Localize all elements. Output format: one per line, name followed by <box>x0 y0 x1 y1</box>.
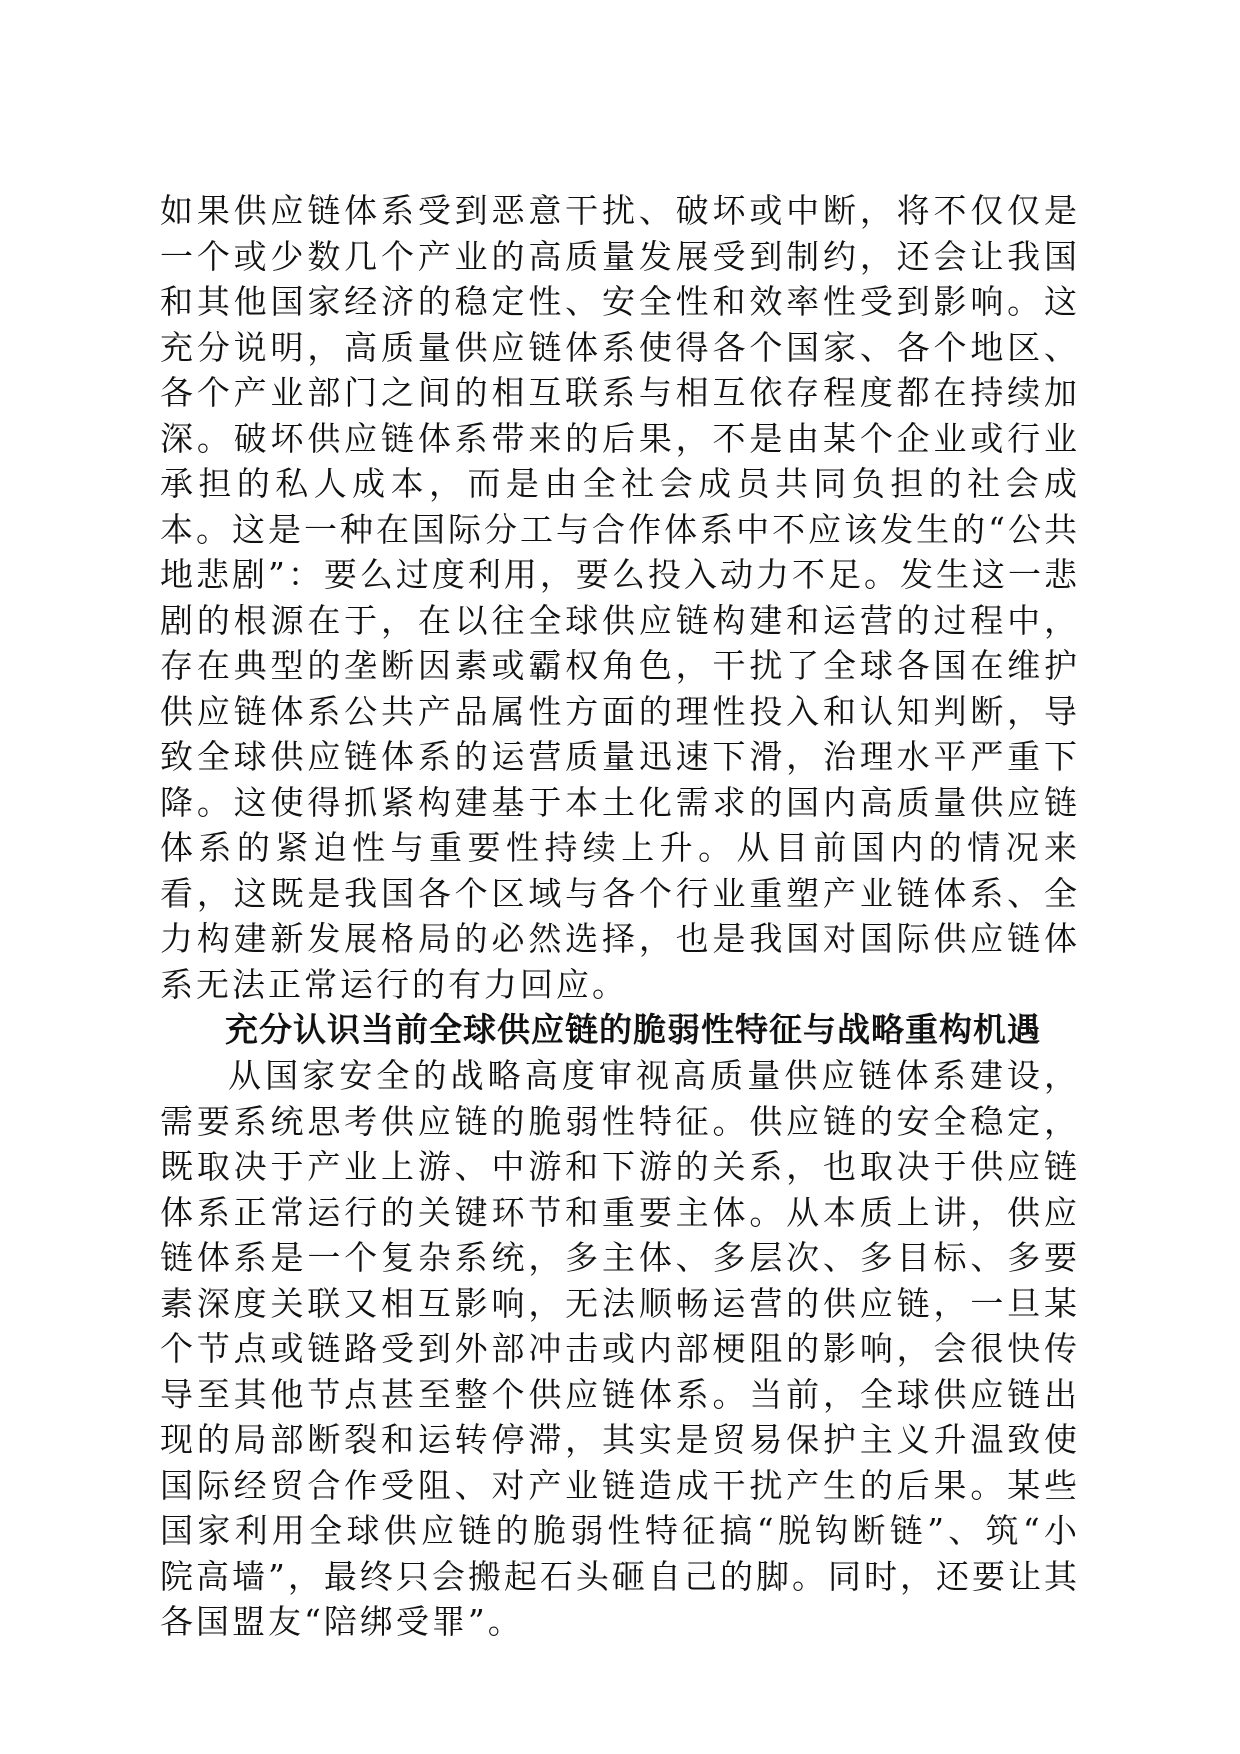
body-paragraph: 从国家安全的战略高度审视高质量供应链体系建设，需要系统思考供应链的脆弱性特征。供应链的安全稳定，既取决于产业上游、中游和下游的关系，也取决于供应链体系正常运行的关键环节和重要主体。从本质上讲，供应链体系是一个复杂系统，多主体、多层次、多目标、多要素深度关联又相互影响，无法顺畅运营的供应链，一旦某个节点或链路受到外部冲击或内部梗阻的影响，会很快传导至其他节点甚至整个供应链体系。当前，全球供应链出现的局部断裂和运转停滞，其实是贸易保护主义升温致使国际经贸合作受阻、对产业链造成干扰产生的后果。某些国家利用全球供应链的脆弱性特征搞“脱钩断链”、筑“小院高墙”，最终只会搬起石头砸自己的脚。同时，还要让其各国盟友“陪绑受罪”。 <box>160 1056 1080 1641</box>
document-page <box>160 188 1080 1645</box>
body-paragraph-continuation: 如果供应链体系受到恶意干扰、破坏或中断，将不仅仅是一个或少数几个产业的高质量发展受到制约，还会让我国和其他国家经济的稳定性、安全性和效率性受到影响。这充分说明，高质量供应链体系使得各个国家、各个地区、各个产业部门之间的相互联系与相互依存程度都在持续加深。破坏供应链体系带来的后果，不是由某个企业或行业承担的私人成本，而是由全社会成员共同负担的社会成本。这是一种在国际分工与合作体系中不应该发生的“公共地悲剧”：要么过度利用，要么投入动力不足。发生这一悲剧的根源在于，在以往全球供应链构建和运营的过程中，存在典型的垄断因素或霸权角色，干扰了全球各国在维护供应链体系公共产品属性方面的理性投入和认知判断，导致全球供应链体系的运营质量迅速下滑，治理水平严重下降。这使得抓紧构建基于本土化需求的国内高质量供应链体系的紧迫性与重要性持续上升。从目前国内的情况来看，这既是我国各个区域与各个行业重塑产业链体系、全力构建新发展格局的必然选择，也是我国对国际供应链体系无法正常运行的有力回应。 <box>160 191 1080 1004</box>
section-heading: 充分认识当前全球供应链的脆弱性特征与战略重构机遇 <box>225 1010 1041 1049</box>
